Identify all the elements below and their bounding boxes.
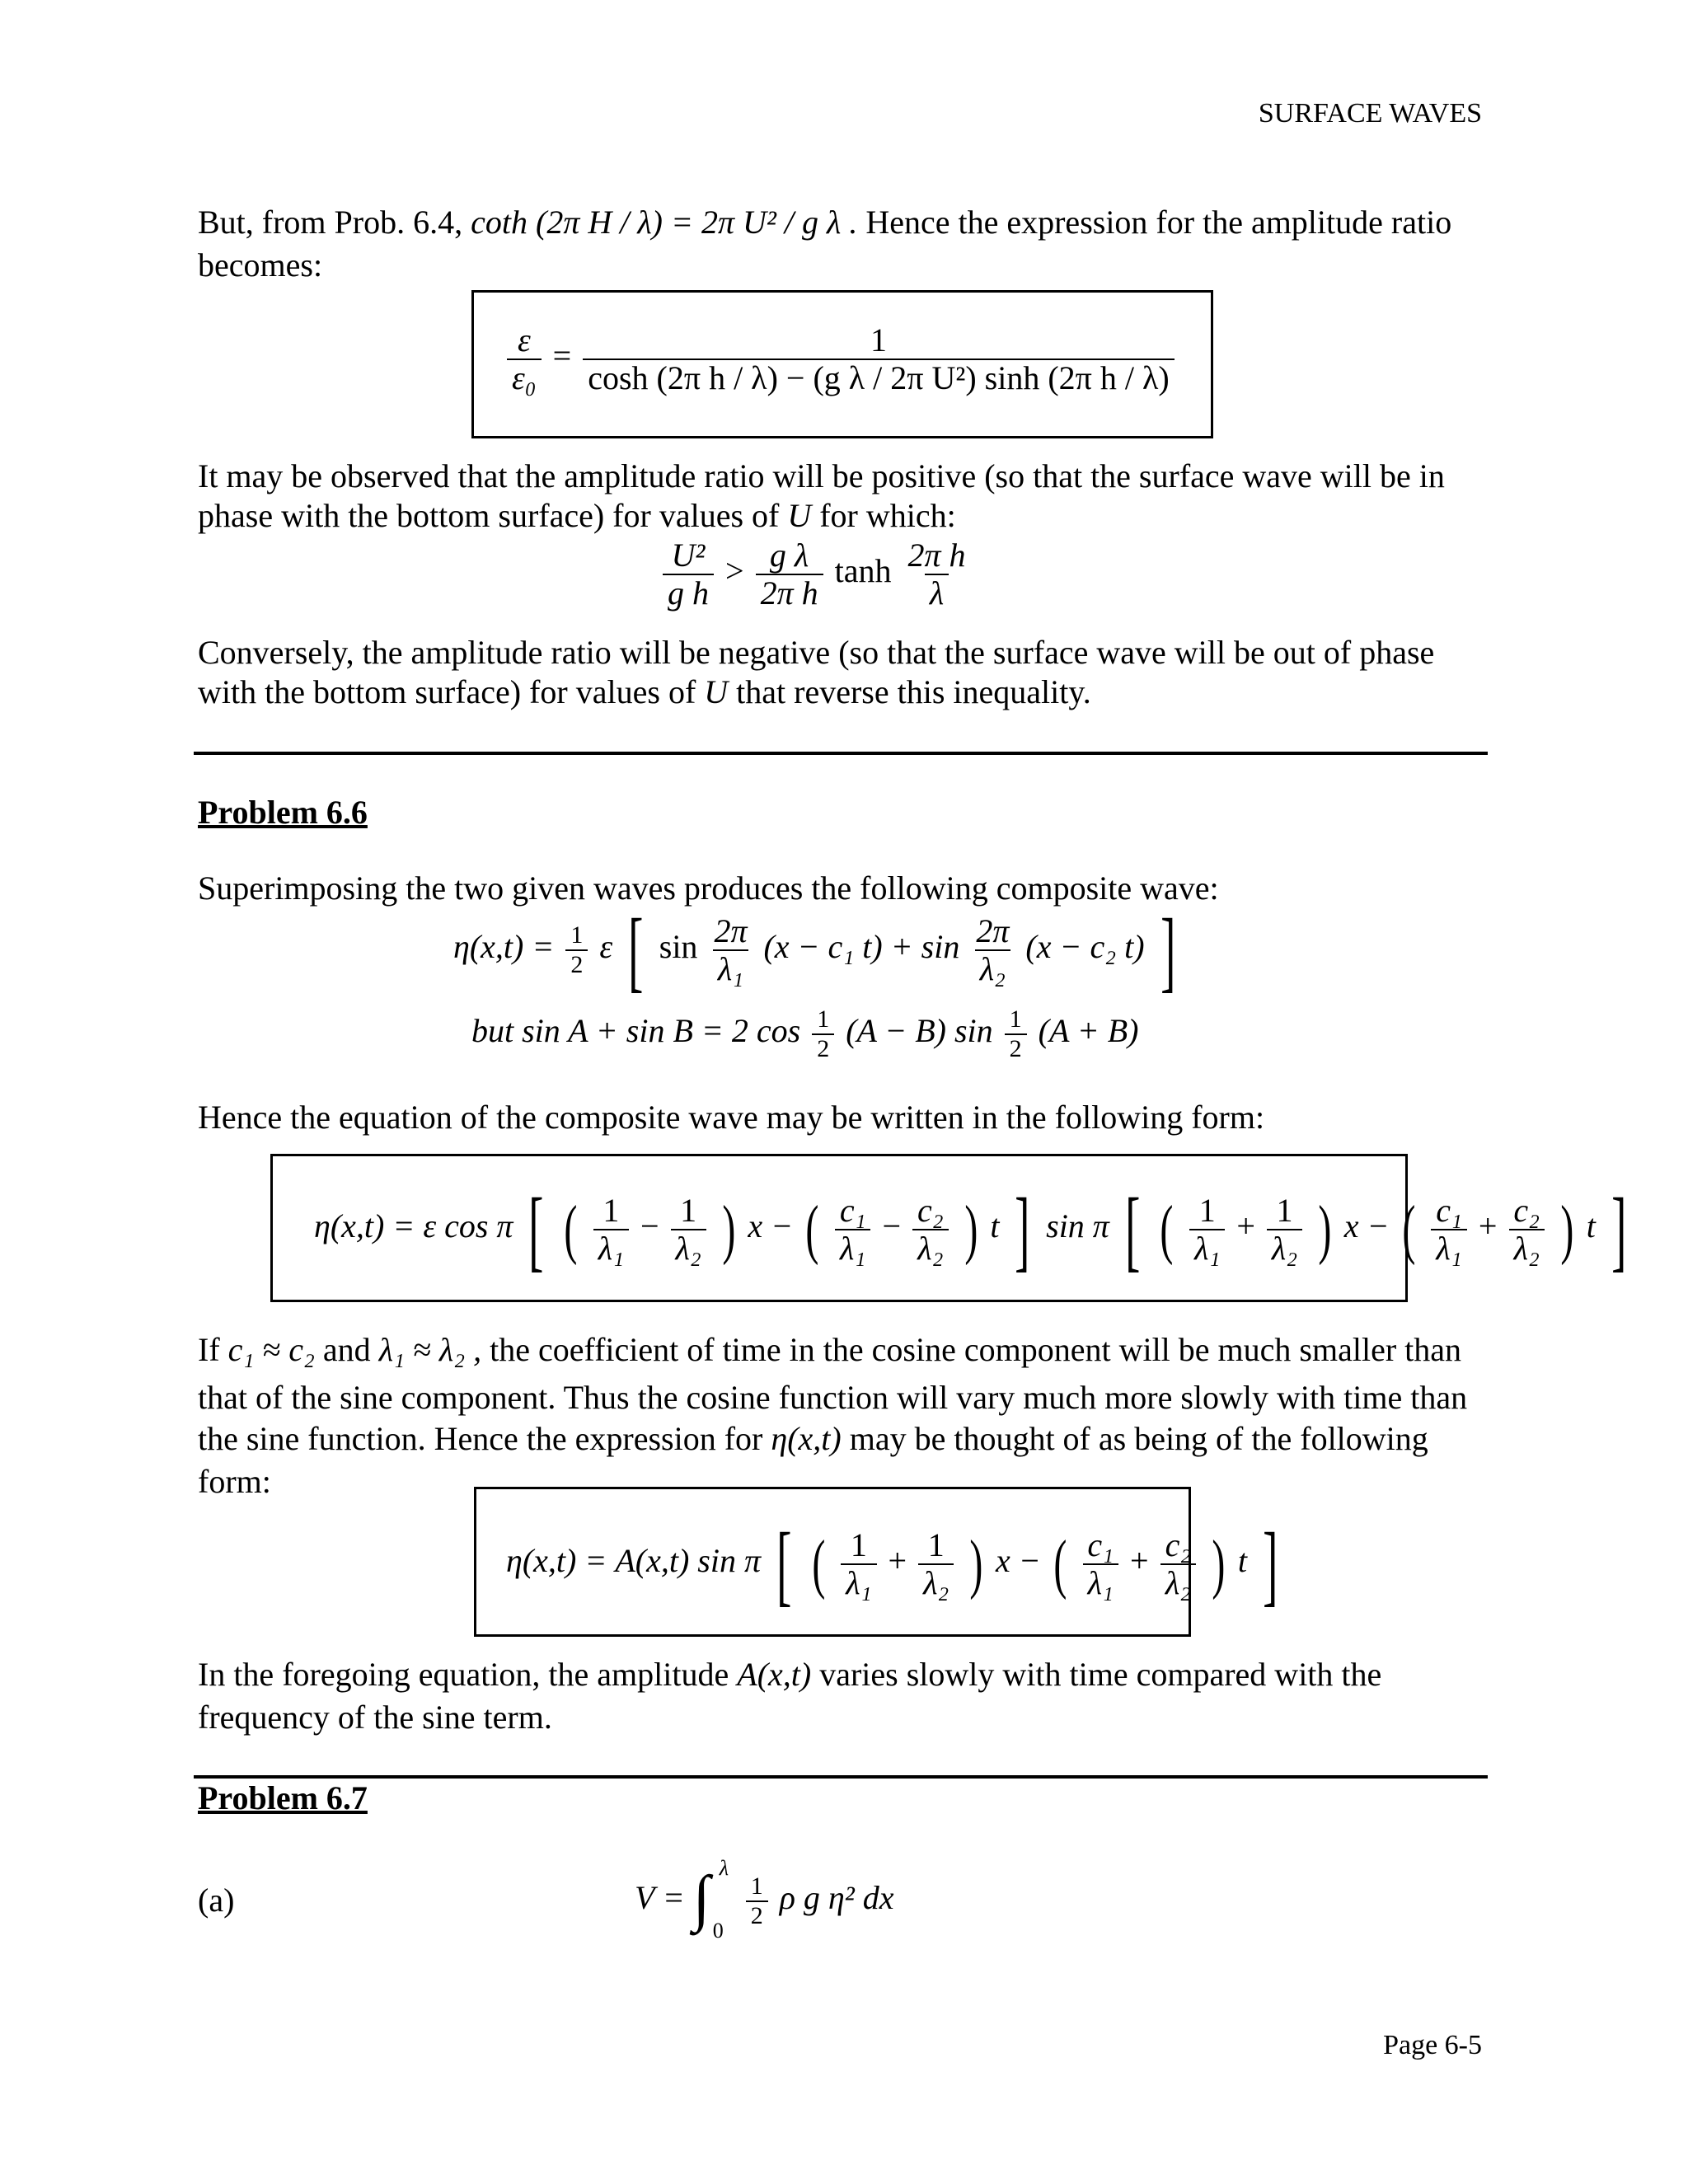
x-minus: x − [995, 1542, 1041, 1580]
ineq-func: tanh [834, 552, 892, 590]
cond-and: and [322, 1331, 371, 1368]
term-c1-over-l1 [1431, 1193, 1467, 1267]
paren-close: ) [964, 1193, 978, 1266]
right-bracket: ] [1160, 900, 1176, 1001]
problem-6-7-heading: Problem 6.7 [198, 1779, 368, 1816]
half-den: 2 [746, 1900, 768, 1930]
term-den: λ₁ [835, 1229, 870, 1267]
intro-line-1 [198, 201, 1451, 244]
term-num: c₂ [917, 1192, 944, 1229]
ineq-b-den: 2π h [756, 574, 823, 612]
term-num: 1 [850, 1526, 867, 1563]
term-den: λ₁ [841, 1563, 876, 1601]
box-lhs: η(x,t) = ε cos π [314, 1207, 513, 1245]
box2-bracket-open: [ [776, 1514, 792, 1615]
eq-frac1-den: λ₁ [713, 949, 748, 987]
para2-text-post: for which: [819, 497, 956, 534]
eq-half-num: 1 [570, 921, 584, 949]
eq-eps: ε [599, 928, 613, 966]
half-num: 1 [750, 1872, 763, 1900]
box2-bracket-close: ] [1263, 1514, 1278, 1615]
condition-line-4: form: [198, 1463, 271, 1500]
paren-open: ( [1053, 1528, 1067, 1601]
ineq-frac-a [663, 537, 714, 612]
integral-half [746, 1872, 768, 1930]
composite-form-box [270, 1154, 1627, 1302]
amplitude-ratio-box [471, 290, 1213, 438]
op: + [888, 1542, 907, 1580]
ineq-frac-c [903, 537, 970, 612]
ratio-num: ε [517, 321, 531, 359]
intro-text-post: Hence the expression for the amplitude ratio [865, 204, 1452, 241]
foregoing-line-1 [198, 1653, 1381, 1696]
equals: = [552, 337, 572, 375]
page-number: Page 6-5 [1383, 2030, 1482, 2060]
paren-open: ( [564, 1193, 578, 1266]
line3-pre: the sine function. Hence the expression for [198, 1420, 763, 1457]
ineq-a-den: g h [663, 574, 714, 612]
fore-pre: In the foregoing equation, the amplitude [198, 1656, 729, 1693]
t-var: t [1237, 1542, 1248, 1580]
intro-line-2: becomes: [198, 246, 323, 284]
identity-half-1 [812, 1005, 834, 1063]
t-var: t [1586, 1207, 1596, 1245]
foregoing-line-2: frequency of the sine term. [198, 1699, 552, 1736]
term-c1-over-l1 [1082, 1527, 1118, 1601]
op: + [1478, 1207, 1498, 1245]
integrand: ρ g η² dx [779, 1879, 894, 1917]
fore-var: A(x,t) [737, 1656, 812, 1693]
identity-half-den: 2 [812, 1033, 834, 1063]
inequality [659, 537, 974, 612]
box-bracket-close-2: ] [1611, 1179, 1627, 1280]
box-bracket-open-2: [ [1125, 1179, 1141, 1280]
integral-lower: 0 [712, 1919, 724, 1943]
composite-wave-equation [453, 900, 1183, 1001]
term-den: λ₁ [1083, 1563, 1118, 1601]
ineq-frac-b [756, 537, 823, 612]
op: + [1236, 1207, 1255, 1245]
coth-expression: coth (2π H / λ) = 2π U² / g λ . [471, 204, 858, 241]
term-num: 1 [680, 1192, 697, 1229]
eq-lhs: η(x,t) = [453, 928, 555, 966]
rhs-fraction [583, 322, 1174, 396]
para3-var: U [704, 673, 729, 710]
identity-half-den-2: 2 [1005, 1033, 1027, 1063]
term-den: λ₁ [1189, 1229, 1225, 1267]
term-num: c₂ [1165, 1526, 1192, 1563]
term-num: c₁ [1436, 1192, 1462, 1229]
ineq-c-den: λ [925, 574, 949, 612]
ratio-fraction [507, 322, 542, 396]
term-1-over-l2 [671, 1193, 706, 1267]
identity-pre: but sin A + sin B = 2 cos [471, 1012, 801, 1050]
term-1-over-l1 [593, 1193, 629, 1267]
condition-line-2: that of the sine component. Thus the cosine function will vary much more slowly with time than [198, 1379, 1468, 1416]
integral-sign [692, 1856, 734, 1943]
para3-text: with the bottom surface) for values of [198, 673, 696, 710]
cond-l: λ₁ ≈ λ₂ , [378, 1331, 482, 1368]
para2-var: U [787, 497, 812, 534]
op: − [882, 1207, 902, 1245]
term-c2-over-l2 [1508, 1193, 1545, 1267]
term-c1-over-l1 [835, 1193, 871, 1267]
ineq-b-num: g λ [769, 537, 809, 574]
paren-open: ( [811, 1528, 825, 1601]
term-num: c₂ [1513, 1192, 1540, 1229]
para2-text: phase with the bottom surface) for values of [198, 497, 780, 534]
term-num: c₁ [1087, 1526, 1114, 1563]
eq-frac2-num: 2π [976, 912, 1010, 949]
sine-identity [471, 1005, 1138, 1063]
term-den: λ₂ [671, 1229, 706, 1267]
x-minus: x − [748, 1207, 794, 1245]
term-1-over-l1 [1189, 1193, 1225, 1267]
paren-open: ( [1401, 1193, 1415, 1266]
term-den: λ₂ [1267, 1229, 1302, 1267]
section-divider-2 [194, 1775, 1488, 1779]
term-c2-over-l2 [1160, 1527, 1197, 1601]
cond-pre: If [198, 1331, 220, 1368]
condition-line-3 [198, 1418, 1428, 1460]
left-bracket: [ [628, 900, 644, 1001]
problem-6-6-heading: Problem 6.6 [198, 794, 368, 831]
term-den: λ₂ [1160, 1563, 1196, 1601]
paren-close: ) [969, 1528, 983, 1601]
para2-line-1: It may be observed that the amplitude ratio will be positive (so that the surface wave will be in [198, 457, 1445, 494]
box-bracket-open: [ [528, 1179, 544, 1280]
approx-form-equation [506, 1514, 1286, 1615]
cond-c: c₁ ≈ c₂ [227, 1331, 315, 1368]
para3-text-post: that reverse this inequality. [736, 673, 1091, 710]
op: − [640, 1207, 659, 1245]
identity-mid: (A − B) sin [846, 1012, 993, 1050]
part-a-label: (a) [198, 1882, 235, 1919]
intro-text: But, from Prob. 6.4, [198, 204, 463, 241]
integral-upper: λ [719, 1856, 729, 1880]
term-den: λ₂ [918, 1563, 954, 1601]
box2-lhs: η(x,t) = A(x,t) sin π [506, 1542, 762, 1580]
approx-form-box [474, 1487, 1278, 1637]
para3-line-1: Conversely, the amplitude ratio will be negative (so that the surface wave will be out of phase [198, 634, 1435, 671]
identity-post: (A + B) [1038, 1012, 1139, 1050]
paren-close: ) [722, 1193, 736, 1266]
ineq-c-num: 2π h [907, 537, 966, 574]
ineq-a-num: U² [671, 537, 706, 574]
identity-half-num-2: 1 [1009, 1005, 1022, 1033]
box-bracket-close: ] [1015, 1179, 1030, 1280]
eq-frac2-den: λ₂ [975, 949, 1010, 987]
composite-form-equation [314, 1179, 1634, 1280]
x-minus: x − [1343, 1207, 1390, 1245]
paren-open: ( [805, 1193, 819, 1266]
eq-frac2 [971, 913, 1014, 987]
eq-arg1: (x − c₁ t) + sin [763, 928, 960, 966]
rhs-num: 1 [870, 321, 887, 359]
ratio-den: ε₀ [507, 359, 542, 396]
amplitude-ratio-equation [504, 322, 1178, 396]
term-num: 1 [603, 1192, 620, 1229]
term-den: λ₂ [912, 1229, 948, 1267]
eq-half [565, 921, 588, 979]
ineq-rel: > [725, 552, 744, 590]
op: + [1130, 1542, 1149, 1580]
paren-open: ( [1160, 1193, 1174, 1266]
paren-close: ) [1212, 1528, 1226, 1601]
box-sin: sin π [1046, 1207, 1109, 1245]
term-den: λ₂ [1509, 1229, 1545, 1267]
paren-close: ) [1560, 1193, 1574, 1266]
t-var: t [990, 1207, 1000, 1245]
term-den: λ₁ [593, 1229, 629, 1267]
para2-line-2 [198, 494, 956, 537]
line3-var: η(x,t) [771, 1420, 842, 1457]
hence-line: Hence the equation of the composite wave may be written in the following form: [198, 1099, 1265, 1136]
identity-half-num: 1 [817, 1005, 830, 1033]
term-num: 1 [927, 1526, 945, 1563]
cond-post: the coefficient of time in the cosine component will be much smaller than [490, 1331, 1462, 1368]
eq-half-den: 2 [565, 949, 588, 979]
identity-half-2 [1005, 1005, 1027, 1063]
condition-line-1 [198, 1329, 1461, 1371]
running-header: SURFACE WAVES [1258, 98, 1482, 129]
term-c2-over-l2 [912, 1193, 949, 1267]
paren-close: ) [1318, 1193, 1332, 1266]
term-den: λ₁ [1431, 1229, 1466, 1267]
para3-line-2 [198, 671, 1091, 714]
eq-frac1 [709, 913, 752, 987]
potential-energy-equation [635, 1856, 894, 1943]
section-divider-1 [194, 752, 1488, 755]
integral-symbol: ∫ [692, 1863, 710, 1933]
fore-post: varies slowly with time compared with the [819, 1656, 1382, 1693]
term-num: c₁ [839, 1192, 866, 1229]
eq-sin: sin [659, 928, 698, 966]
term-1-over-l1 [841, 1527, 876, 1601]
term-1-over-l2 [1267, 1193, 1302, 1267]
line3-post: may be thought of as being of the following [849, 1420, 1428, 1457]
eq-arg2: (x − c₂ t) [1025, 928, 1145, 966]
eq-frac1-num: 2π [714, 912, 748, 949]
term-num: 1 [1198, 1192, 1216, 1229]
problem-6-6-intro: Superimposing the two given waves produces the following composite wave: [198, 869, 1219, 907]
term-num: 1 [1276, 1192, 1293, 1229]
v-lhs: V = [635, 1879, 685, 1917]
term-1-over-l2 [918, 1527, 954, 1601]
rhs-den: cosh (2π h / λ) − (g λ / 2π U²) sinh (2π h / λ) [583, 359, 1174, 396]
